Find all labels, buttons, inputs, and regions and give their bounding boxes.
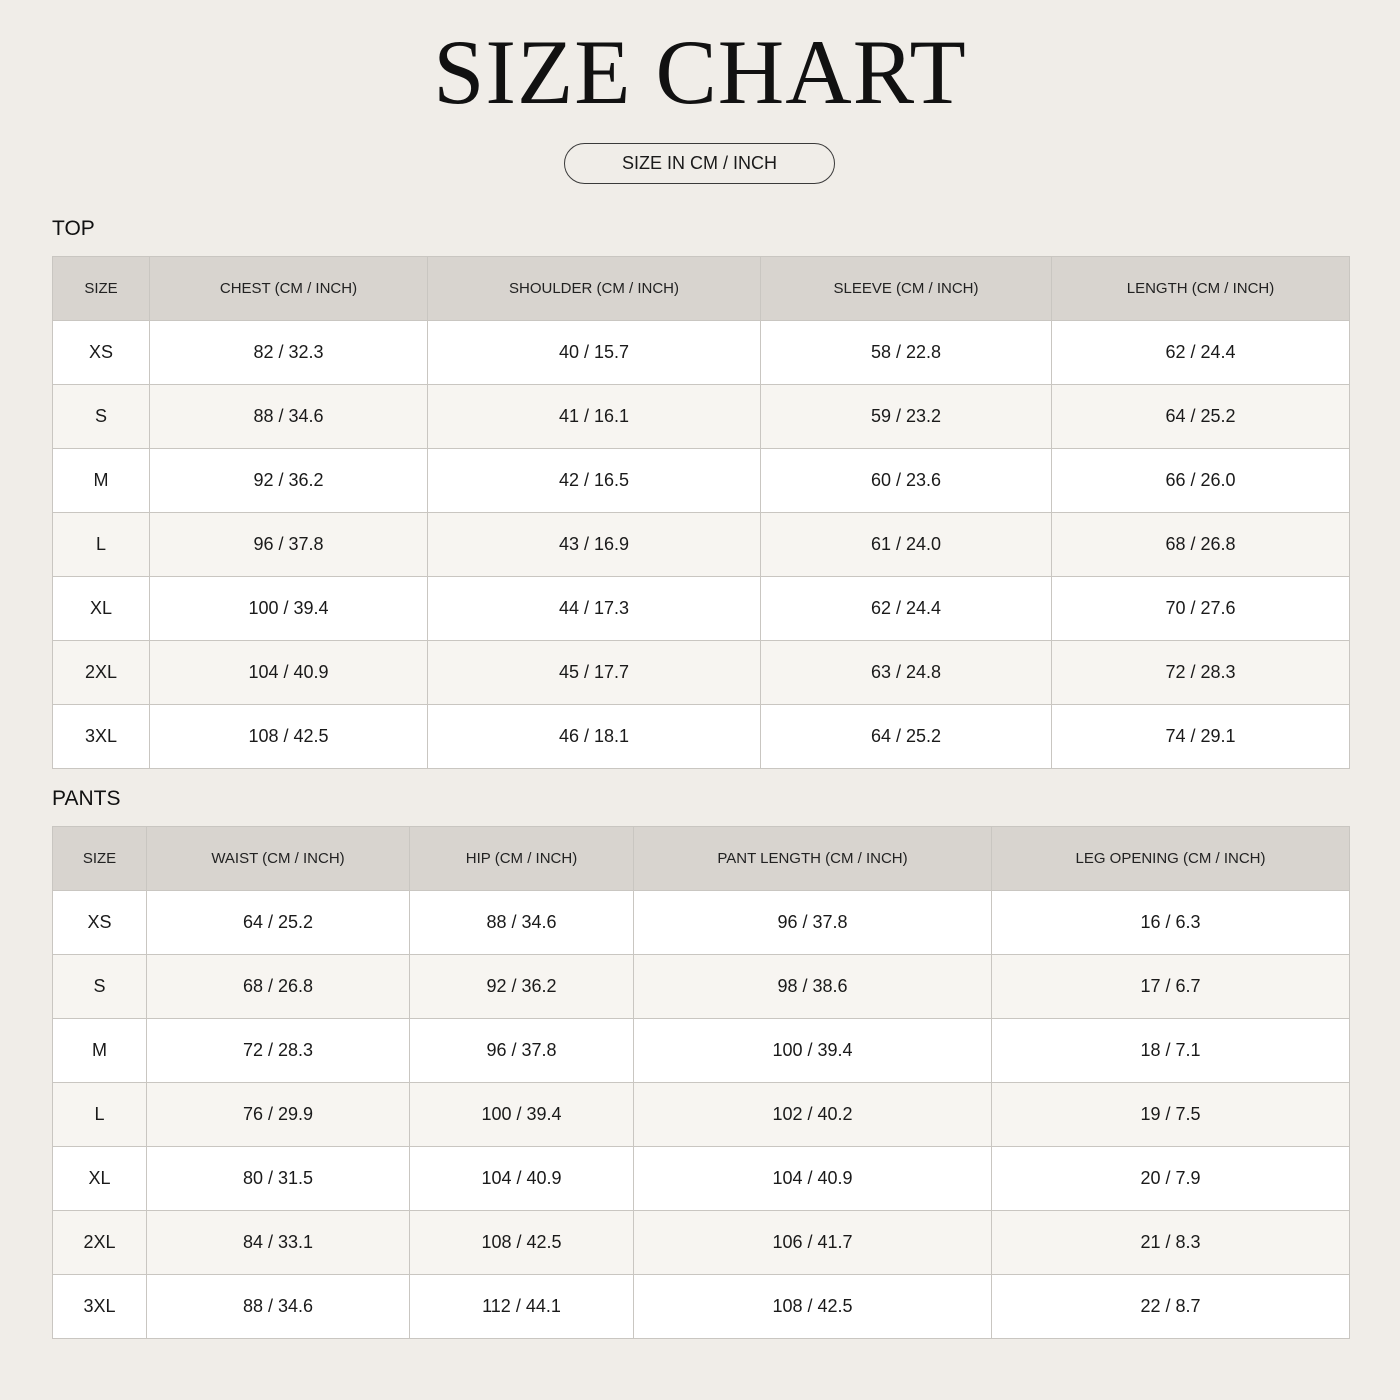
hip-cell: 108 / 42.5 [410,1211,634,1275]
size-cell: S [53,955,147,1019]
chest-cell: 96 / 37.8 [150,513,428,577]
table-row [53,577,1350,641]
leg-opening-cell: 16 / 6.3 [992,891,1350,955]
sleeve-cell: 60 / 23.6 [761,449,1052,513]
table-row [53,385,1350,449]
leg-opening-cell: 22 / 8.7 [992,1275,1350,1339]
column-header-hip: HIP (CM / INCH) [410,827,634,891]
length-cell: 64 / 25.2 [1052,385,1350,449]
size-cell: 3XL [53,1275,147,1339]
shoulder-cell: 40 / 15.7 [428,321,761,385]
top-section-label: TOP [52,217,95,240]
table-row [53,321,1350,385]
waist-cell: 84 / 33.1 [147,1211,410,1275]
waist-cell: 80 / 31.5 [147,1147,410,1211]
length-cell: 68 / 26.8 [1052,513,1350,577]
table-row [53,1211,1350,1275]
column-header-sleeve: SLEEVE (CM / INCH) [761,257,1052,321]
shoulder-cell: 41 / 16.1 [428,385,761,449]
table-row [53,891,1350,955]
table-row [53,1147,1350,1211]
column-header-pant-length: PANT LENGTH (CM / INCH) [634,827,992,891]
waist-cell: 88 / 34.6 [147,1275,410,1339]
size-cell: XS [53,321,150,385]
chest-cell: 88 / 34.6 [150,385,428,449]
hip-cell: 104 / 40.9 [410,1147,634,1211]
hip-cell: 100 / 39.4 [410,1083,634,1147]
size-cell: XL [53,1147,147,1211]
pant-length-cell: 106 / 41.7 [634,1211,992,1275]
leg-opening-cell: 18 / 7.1 [992,1019,1350,1083]
table-row [53,641,1350,705]
size-cell: XL [53,577,150,641]
length-cell: 74 / 29.1 [1052,705,1350,769]
hip-cell: 88 / 34.6 [410,891,634,955]
waist-cell: 64 / 25.2 [147,891,410,955]
waist-cell: 72 / 28.3 [147,1019,410,1083]
leg-opening-cell: 20 / 7.9 [992,1147,1350,1211]
hip-cell: 92 / 36.2 [410,955,634,1019]
hip-cell: 112 / 44.1 [410,1275,634,1339]
chest-cell: 108 / 42.5 [150,705,428,769]
shoulder-cell: 44 / 17.3 [428,577,761,641]
pant-length-cell: 108 / 42.5 [634,1275,992,1339]
shoulder-cell: 46 / 18.1 [428,705,761,769]
pant-length-cell: 100 / 39.4 [634,1019,992,1083]
column-header-waist: WAIST (CM / INCH) [147,827,410,891]
sleeve-cell: 58 / 22.8 [761,321,1052,385]
column-header-chest: CHEST (CM / INCH) [150,257,428,321]
sleeve-cell: 62 / 24.4 [761,577,1052,641]
size-cell: M [53,449,150,513]
leg-opening-cell: 19 / 7.5 [992,1083,1350,1147]
table-row [53,449,1350,513]
waist-cell: 68 / 26.8 [147,955,410,1019]
waist-cell: 76 / 29.9 [147,1083,410,1147]
shoulder-cell: 45 / 17.7 [428,641,761,705]
size-cell: S [53,385,150,449]
leg-opening-cell: 17 / 6.7 [992,955,1350,1019]
size-cell: 2XL [53,1211,147,1275]
unit-badge: SIZE IN CM / INCH [564,143,835,184]
sleeve-cell: 61 / 24.0 [761,513,1052,577]
sleeve-cell: 64 / 25.2 [761,705,1052,769]
size-cell: L [53,1083,147,1147]
column-header-size: SIZE [53,257,150,321]
table-row [53,955,1350,1019]
chest-cell: 92 / 36.2 [150,449,428,513]
size-cell: 2XL [53,641,150,705]
size-cell: M [53,1019,147,1083]
table-row [53,1275,1350,1339]
sleeve-cell: 63 / 24.8 [761,641,1052,705]
pant-length-cell: 102 / 40.2 [634,1083,992,1147]
pant-length-cell: 104 / 40.9 [634,1147,992,1211]
chest-cell: 100 / 39.4 [150,577,428,641]
size-cell: XS [53,891,147,955]
page-title: SIZE CHART [433,21,967,123]
leg-opening-cell: 21 / 8.3 [992,1211,1350,1275]
hip-cell: 96 / 37.8 [410,1019,634,1083]
pant-length-cell: 98 / 38.6 [634,955,992,1019]
table-header-row [53,827,1350,891]
column-header-length: LENGTH (CM / INCH) [1052,257,1350,321]
table-row [53,1019,1350,1083]
sleeve-cell: 59 / 23.2 [761,385,1052,449]
table-row [53,1083,1350,1147]
pant-length-cell: 96 / 37.8 [634,891,992,955]
column-header-size: SIZE [53,827,147,891]
length-cell: 70 / 27.6 [1052,577,1350,641]
size-cell: L [53,513,150,577]
shoulder-cell: 43 / 16.9 [428,513,761,577]
chest-cell: 82 / 32.3 [150,321,428,385]
shoulder-cell: 42 / 16.5 [428,449,761,513]
pants-size-table [52,826,1350,1339]
column-header-leg-opening: LEG OPENING (CM / INCH) [992,827,1350,891]
table-row [53,513,1350,577]
length-cell: 62 / 24.4 [1052,321,1350,385]
top-size-table [52,256,1350,769]
column-header-shoulder: SHOULDER (CM / INCH) [428,257,761,321]
length-cell: 66 / 26.0 [1052,449,1350,513]
pants-section-label: PANTS [52,787,121,810]
length-cell: 72 / 28.3 [1052,641,1350,705]
table-row [53,705,1350,769]
chest-cell: 104 / 40.9 [150,641,428,705]
table-header-row [53,257,1350,321]
size-cell: 3XL [53,705,150,769]
